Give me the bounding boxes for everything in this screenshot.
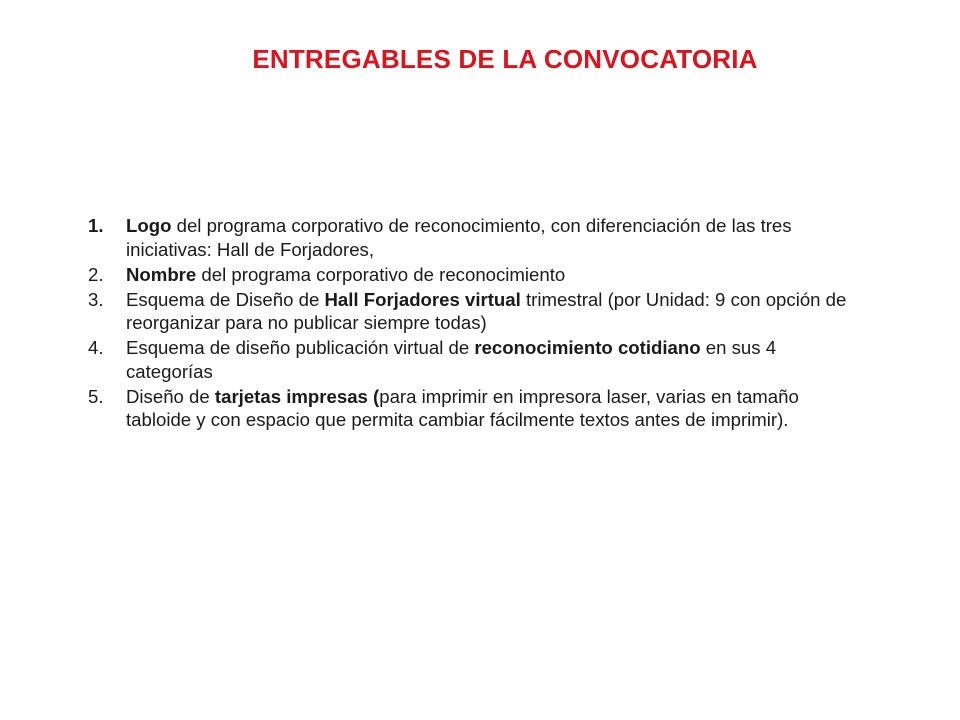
deliverables-list [88,214,848,433]
item-number: 4. [88,337,104,358]
item-bold-text: reconocimiento cotidiano [474,337,701,358]
list-item [88,214,848,261]
item-number: 5. [88,385,104,407]
list-item [88,385,848,432]
item-bold-text: tarjetas impresas ( [214,385,380,407]
item-pre-text: Esquema de diseño publicación virtual de [126,337,475,358]
list-item [88,336,848,383]
item-text: del programa corporativo de reconocimiento, con diferenciación de las tres iniciativas: Hall de Forjadores, [126,215,792,260]
item-number: 2. [88,263,104,285]
slide-title: ENTREGABLES DE LA CONVOCATORIA [252,44,758,74]
item-bold-text: Hall Forjadores virtual [324,288,521,310]
item-number: 3. [88,288,104,310]
item-number: 1. [88,215,104,236]
list-item [88,288,848,335]
item-text: del programa corporativo de reconocimiento [196,263,566,285]
item-text: para imprimir en impresora laser, varias en tamaño tabloide y con espacio que permita cambiar fácilmente textos antes de imprimir). [126,385,799,430]
item-pre-text: Diseño de [126,385,215,407]
item-pre-text: Esquema de Diseño de [126,288,325,310]
item-text: en sus 4 categorías [126,337,777,382]
list-item [88,263,848,287]
item-text: trimestral (por Unidad: 9 con opción de reorganizar para no publicar siempre todas) [126,288,847,333]
item-bold-lead: Logo [126,215,172,236]
item-bold-lead: Nombre [126,263,197,285]
